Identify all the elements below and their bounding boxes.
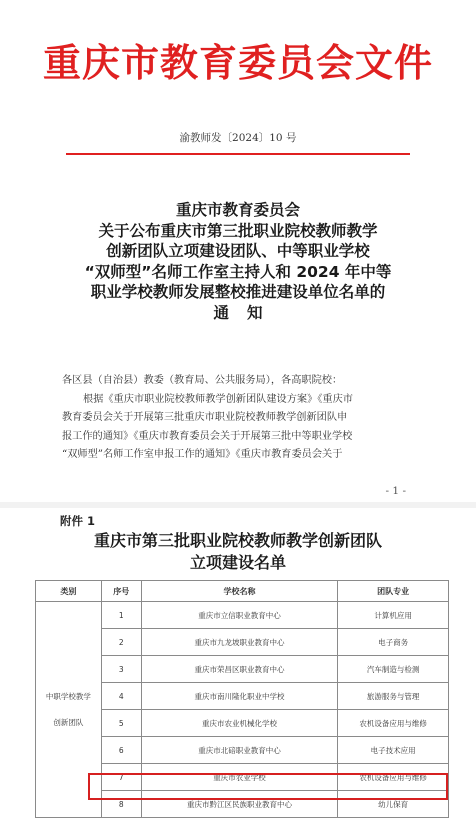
row-number: 4 — [101, 683, 141, 710]
notice-title-line: 职业学校教师发展整校推进建设单位名单的 — [90, 283, 386, 301]
row-number: 6 — [101, 737, 141, 764]
notice-title-line: “双师型”名师工作室主持人和 2024 年中等 — [84, 262, 392, 281]
page-number: - 1 - — [385, 485, 406, 497]
row-school: 重庆市北碚职业教育中心 — [141, 737, 338, 764]
row-major: 计算机应用 — [338, 602, 449, 629]
row-major: 农机设备应用与维修 — [338, 764, 449, 791]
row-number: 7 — [101, 764, 141, 791]
body-line: “双师型”名师工作室申报工作的通知》《重庆市教育委员会关于 — [62, 449, 343, 460]
attachment-title-line: 重庆市第三批职业院校教师教学创新团队 — [93, 531, 382, 550]
body-line: 报工作的通知》《重庆市教育委员会关于开展第三批中等职业学校 — [62, 430, 353, 442]
highlight-box — [88, 773, 448, 800]
header-number: 序号 — [101, 581, 141, 602]
attachment-title-line: 立项建设名单 — [189, 553, 286, 572]
page-separator — [0, 502, 476, 508]
category-line: 中职学校教学 — [45, 691, 91, 701]
row-school: 重庆市农业机械化学校 — [141, 710, 338, 737]
document-header-title: 重庆市教育委员会文件 — [42, 40, 433, 85]
header-category: 类别 — [36, 581, 102, 602]
table-row — [36, 602, 449, 629]
header-divider — [66, 153, 410, 155]
notice-title-line: 通知 — [213, 303, 281, 322]
row-major: 电子商务 — [338, 629, 449, 656]
body-line: 教育委员会关于开展第三批重庆市职业院校教师教学创新团队申 — [62, 412, 348, 423]
row-school: 重庆市荣昌区职业教育中心 — [141, 656, 338, 683]
row-major: 幼儿保育 — [338, 791, 449, 818]
row-major: 电子技术应用 — [338, 737, 449, 764]
row-school: 重庆市九龙坡职业教育中心 — [141, 629, 338, 656]
attachment-title — [0, 530, 476, 574]
notice-title — [40, 200, 436, 323]
row-school: 重庆市农业学校 — [141, 764, 338, 791]
row-school: 重庆市黔江区民族职业教育中心 — [141, 791, 338, 818]
row-number: 8 — [101, 791, 141, 818]
row-school: 重庆市立信职业教育中心 — [141, 602, 338, 629]
row-school: 重庆市南川隆化职业中学校 — [141, 683, 338, 710]
category-line: 创新团队 — [53, 717, 84, 727]
row-number: 1 — [101, 602, 141, 629]
addressee-line: 各区县（自治县）教委（教育局、公共服务局），各高职院校： — [62, 375, 343, 386]
table-header-row — [36, 581, 449, 602]
header-major: 团队专业 — [338, 581, 449, 602]
row-major: 汽车制造与检测 — [338, 656, 449, 683]
row-major: 农机设备应用与维修 — [338, 710, 449, 737]
attachment-label: 附件 1 — [60, 514, 96, 528]
notice-title-line: 创新团队立项建设团队、中等职业学校 — [106, 242, 370, 260]
row-number: 3 — [101, 656, 141, 683]
notice-title-line: 重庆市教育委员会 — [175, 201, 300, 219]
row-major: 旅游服务与管理 — [338, 683, 449, 710]
document-number: 渝教师发〔2024〕10 号 — [179, 132, 297, 144]
notice-body — [62, 372, 422, 465]
notice-title-line: 关于公布重庆市第三批职业院校教师教学 — [98, 221, 378, 240]
row-number: 5 — [101, 710, 141, 737]
header-school: 学校名称 — [141, 581, 338, 602]
row-number: 2 — [101, 629, 141, 656]
body-line: 根据《重庆市职业院校教师教学创新团队建设方案》《重庆市 — [83, 393, 353, 405]
